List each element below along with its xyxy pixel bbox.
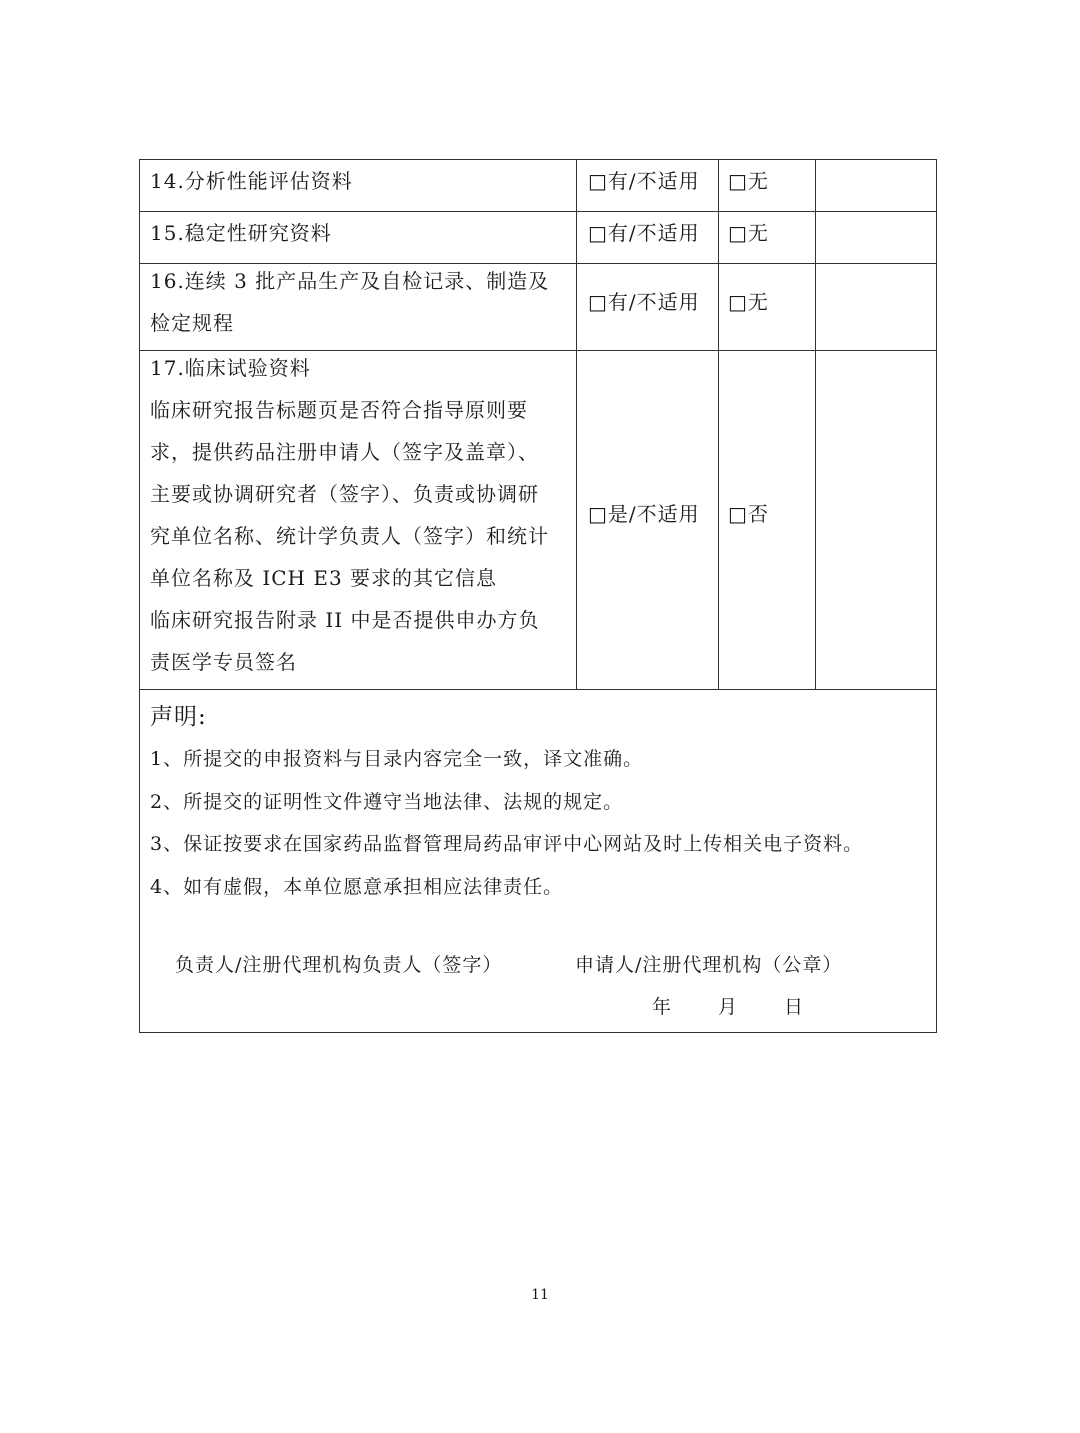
option-no-checkbox[interactable]: □无 [728,169,769,193]
date-year-label: 年 [652,996,673,1018]
column-divider [815,160,816,689]
option-no-checkbox[interactable]: □无 [728,221,769,245]
page-number: 11 [531,1287,549,1303]
declaration-item: 4、如有虚假，本单位愿意承担相应法律责任。 [150,876,564,898]
item-label: 临床研究报告标题页是否符合指导原则要 [150,398,528,422]
signature-right-label: 申请人/注册代理机构（公章） [575,954,843,976]
row-divider [140,211,936,212]
item-label: 究单位名称、统计学负责人（签字）和统计 [150,524,549,548]
option-yes-checkbox[interactable]: □有/不适用 [588,290,700,314]
declaration-item: 2、所提交的证明性文件遵守当地法律、法规的规定。 [150,791,624,813]
item-label: 求，提供药品注册申请人（签字及盖章）、 [150,440,539,464]
date-month-label: 月 [718,996,739,1018]
item-label: 检定规程 [150,311,234,335]
row-divider [140,263,936,264]
option-yes-checkbox[interactable]: □是/不适用 [588,502,700,526]
row-divider [140,689,936,690]
option-yes-checkbox[interactable]: □有/不适用 [588,169,700,193]
row-divider [140,350,936,351]
item-label: 14.分析性能评估资料 [150,169,353,193]
item-label: 主要或协调研究者（签字）、负责或协调研 [150,482,539,506]
option-yes-checkbox[interactable]: □有/不适用 [588,221,700,245]
item-label: 责医学专员签名 [150,650,297,674]
declaration-item: 1、所提交的申报资料与目录内容完全一致，译文准确。 [150,748,644,770]
item-label: 16.连续 3 批产品生产及自检记录、制造及 [150,269,550,293]
item-label: 临床研究报告附录 II 中是否提供申办方负 [150,608,540,632]
column-divider [576,160,577,689]
declaration-title: 声明: [150,704,207,730]
item-label: 单位名称及 ICH E3 要求的其它信息 [150,566,498,590]
declaration-item: 3、保证按要求在国家药品监督管理局药品审评中心网站及时上传相关电子资料。 [150,833,864,855]
item-label: 15.稳定性研究资料 [150,221,332,245]
date-day-label: 日 [784,996,805,1018]
checklist-table [139,159,937,1033]
item-label: 17.临床试验资料 [150,356,311,380]
option-no-checkbox[interactable]: □无 [728,290,769,314]
column-divider [718,160,719,689]
option-no-checkbox[interactable]: □否 [728,502,769,526]
signature-left-label: 负责人/注册代理机构负责人（签字） [175,954,503,976]
